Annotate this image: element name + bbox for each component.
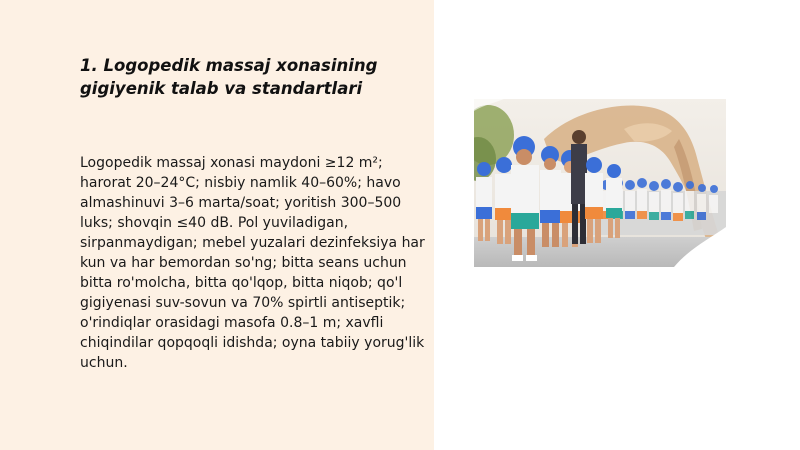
slide-title: 1. Logopedik massaj xonasining gigiyenik talab va standartlari [80, 56, 378, 98]
crowd-photo [474, 99, 726, 267]
crowd-photo-illustration [474, 99, 726, 267]
slide-body-text: Logopedik massaj xonasi maydoni ≥12 m²; harorat 20–24°C; nisbiy namlik 40–60%; havo almashinuvi 3–6 marta/soat; yoritish 300–500 luks; shovqin ≤40 dB. Pol yuviladigan, sirpanmaydigan; mebel yuzalari dezinfeksiya har kun va har bemordan so'ng; bitta seans uchun bitta ro'molcha, bitta qo'lqop, bitta niqob; qo'l gigiyenasi suv-sovun va 70% spirtli antiseptik; o'rindiqlar orasidagi masofa 0.8–1 m; xavfli chiqindilar qopqoqli idishda; oyna tabiiy yorug'lik uchun. [80, 155, 425, 371]
